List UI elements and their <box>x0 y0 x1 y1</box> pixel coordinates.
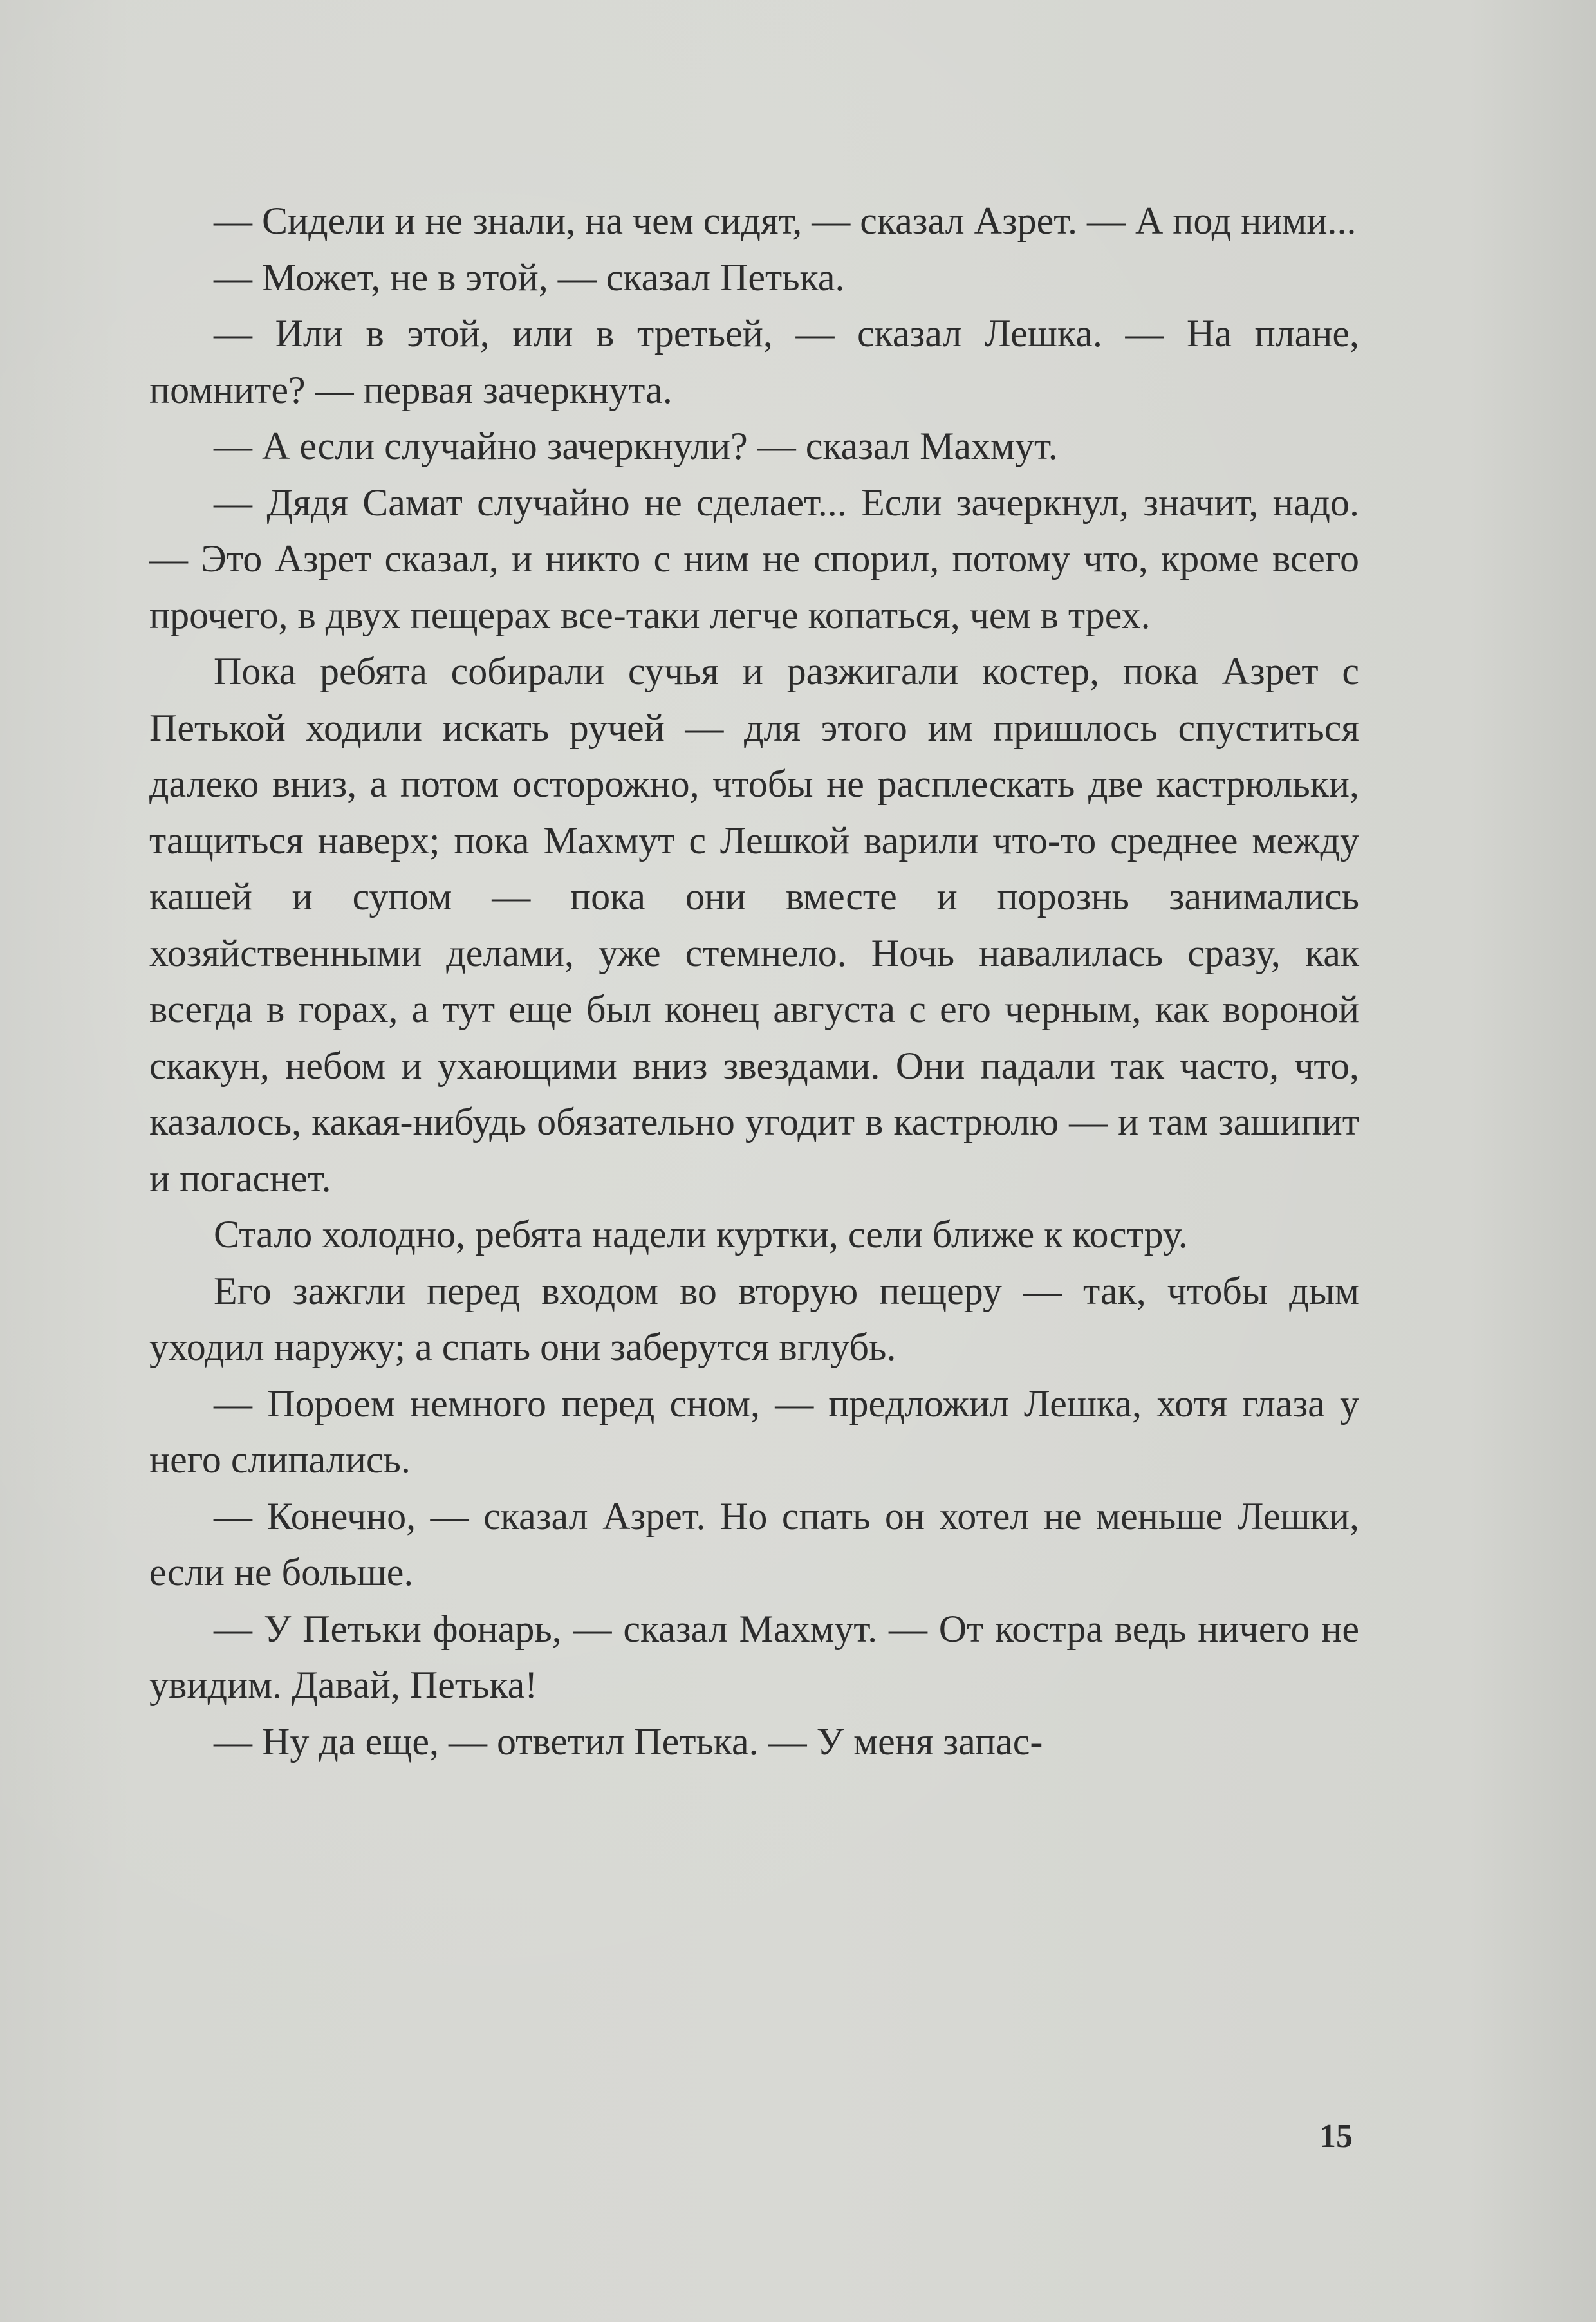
paragraph-4: — А если случайно зачеркнули? — сказал Махмут. <box>214 425 1058 467</box>
body-text <box>149 193 1359 1770</box>
paragraph-3: — Или в этой, или в третьей, — сказал Лешка. — На плане, помните? — первая зачеркнута. <box>149 312 1359 411</box>
paragraph-11: — У Петьки фонарь, — сказал Махмут. — От костра ведь ничего не увидим. Давай, Петька! <box>149 1607 1359 1706</box>
page-number: 15 <box>1319 2118 1353 2155</box>
paragraph-12: — Ну да еще, — ответил Петька. — У меня запас- <box>214 1720 1043 1763</box>
paragraph-7: Стало холодно, ребята надели куртки, сели ближе к костру. <box>214 1213 1188 1256</box>
paragraph-10: — Конечно, — сказал Азрет. Но спать он хотел не меньше Лешки, если не больше. <box>149 1494 1359 1593</box>
paragraph-2: — Может, не в этой, — сказал Петька. <box>214 255 845 299</box>
paragraph-9: — Пороем немного перед сном, — предложил Лешка, хотя глаза у него слипались. <box>149 1382 1359 1481</box>
paragraph-1: — Сидели и не знали, на чем сидят, — сказал Азрет. — А под ними... <box>214 200 1357 242</box>
paragraph-6: Пока ребята собирали сучья и разжигали костер, пока Азрет с Петькой ходили искать ручей — для этого им пришлось спуститься далеко вниз, а потом осторожно, чтобы не расплескать две кастрюльки, тащиться наверх; пока Махмут с Лешкой варили что-то среднее между кашей и супом — пока они вместе и порознь занимались хозяйственными делами, уже стемнело. Ночь навалилась сразу, как всегда в горах, а тут еще был конец августа с его черным, как вороной скакун, небом и ухающими вниз звездами. Они падали так часто, что, казалось, какая-нибудь обязательно угодит в кастрюлю — и там зашипит и погаснет. <box>149 650 1359 1200</box>
paragraph-8: Его зажгли перед входом во вторую пещеру — так, чтобы дым уходил наружу; а спать они заберутся вглубь. <box>149 1269 1359 1368</box>
paragraph-5: — Дядя Самат случайно не сделает... Если зачеркнул, значит, надо. — Это Азрет сказал, и никто с ним не спорил, потому что, кроме всего прочего, в двух пещерах все-таки легче копаться, чем в трех. <box>149 481 1359 636</box>
